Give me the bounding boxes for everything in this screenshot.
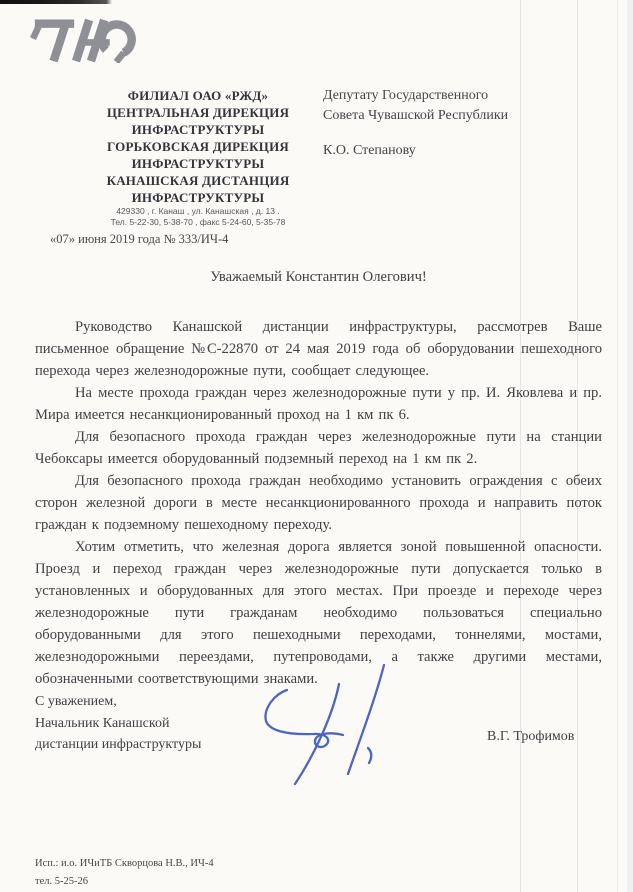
- scan-artifact-vertical-line: [617, 0, 618, 892]
- footer-block: [35, 855, 214, 891]
- rzd-logo-icon: [26, 5, 141, 63]
- letterhead-line: ЦЕНТРАЛЬНАЯ ДИРЕКЦИЯ: [106, 105, 290, 120]
- letterhead-line: ИНФРАСТРУКТУРЫ: [131, 122, 265, 137]
- signer-name: В.Г. Трофимов: [487, 729, 575, 744]
- body-paragraph: Руководство Канашской дистанции инфраструктуры, рассмотрев Ваше письменное обращение №С-22870 от 24 мая 2019 года об оборудовании пешеходного перехода через железнодорожные пути, сообщает следующее.: [35, 319, 602, 379]
- closing-line: С уважением,: [35, 694, 117, 709]
- addressee-line: Депутату Государственного: [323, 88, 489, 103]
- letterhead-line: ГОРЬКОВСКАЯ ДИРЕКЦИЯ: [106, 139, 290, 154]
- addressee-block: [323, 86, 508, 126]
- letterhead: [58, 87, 338, 228]
- letter-body: [35, 316, 602, 690]
- date-number-line: «07» июня 2019 года № 333/ИЧ-4: [50, 232, 229, 246]
- closing-line: дистанции инфраструктуры: [35, 737, 202, 752]
- addressee-line: Совета Чувашской Республики: [323, 108, 509, 123]
- body-paragraph: Хотим отметить, что железная дорога является зоной повышенной опасности. Проезд и переход граждан через железнодорожные пути допускается только в установленных и оборудованных для этого местах. При проезде и переходе через железнодорожные пути гражданам необходимо пользоваться специально оборудованными для этого пешеходными переходами, тоннелями, мостами, железнодорожными переездами, путепроводами, а также другими местами, обозначенными соответствующими знаками.: [35, 539, 602, 687]
- letterhead-address: 429330 , г. Канаш , ул. Канашская , д. 13 .: [116, 206, 280, 216]
- letterhead-line: КАНАШСКАЯ ДИСТАНЦИЯ: [106, 173, 290, 188]
- body-paragraph: На месте прохода граждан через железнодорожные пути у пр. И. Яковлева и пр. Мира имеется несанкционированный проход на 1 км пк 6.: [35, 385, 602, 423]
- executor-line: Исп.: и.о. ИЧиТБ Скворцова Н.В., ИЧ-4: [35, 858, 214, 869]
- handwritten-signature: [253, 642, 403, 792]
- letterhead-line: ИНФРАСТРУКТУРЫ: [131, 190, 265, 205]
- letterhead-line: ИНФРАСТРУКТУРЫ: [131, 156, 265, 171]
- scan-artifact-right-edge: [627, 0, 633, 892]
- letterhead-phones: Тел. 5-22-30, 5-38-70 , факс 5-24-60, 5-35-78: [110, 217, 286, 227]
- closing-block: [35, 691, 201, 756]
- body-paragraph: Для безопасного прохода граждан необходимо установить ограждения с обеих сторон железной дороги в месте несанкционированного прохода и направить поток граждан к подземному пешеходному переходу.: [35, 473, 602, 533]
- scan-artifact-top-strip: [0, 0, 112, 4]
- letterhead-line: ФИЛИАЛ ОАО «РЖД»: [127, 88, 269, 103]
- closing-line: Начальник Канашской: [35, 715, 170, 731]
- addressee-name: К.О. Степанову: [323, 143, 416, 158]
- executor-phone: тел. 5-25-26: [35, 876, 88, 887]
- body-paragraph: Для безопасного прохода граждан через железнодорожные пути на станции Чебоксары имеется оборудованный подземный переход на 1 км пк 2.: [35, 429, 602, 467]
- salutation: Уважаемый Константин Олегович!: [210, 269, 427, 285]
